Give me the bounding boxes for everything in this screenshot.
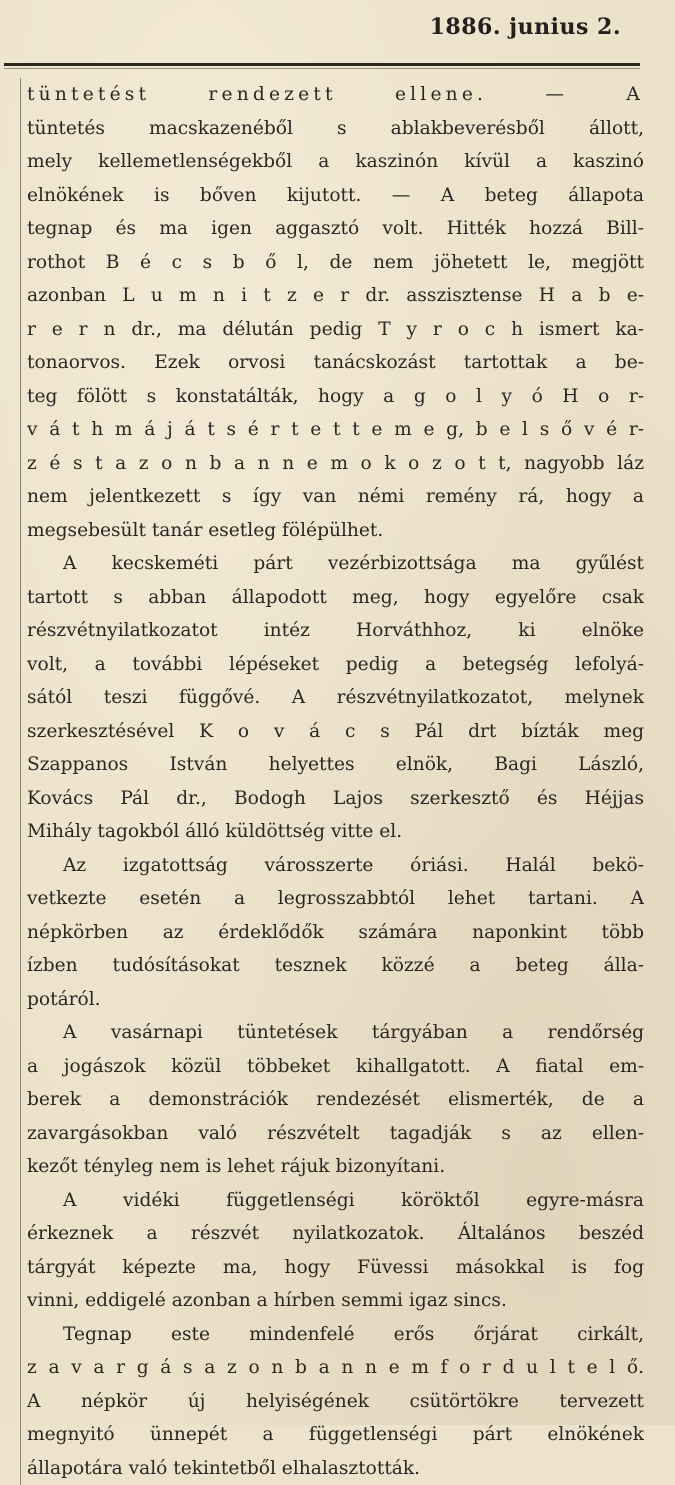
text-line: részvétnyilatkozatot intéz Horváthhoz, ki elnöke (27, 614, 644, 648)
text-line: v á t h m á j á t s é r t e t t e m e g, b e l s ő v é r- (27, 413, 644, 447)
text-line: z é s t a z o n b a n n e m o k o z o t t, nagyobb láz (27, 447, 644, 481)
text-line: a jogászok közül többeket kihallgatott. A fiatal em- (27, 1050, 644, 1084)
text-line: vinni, eddigelé azonban a hírben semmi igaz sincs. (27, 1284, 644, 1318)
text-line: vetkezte esetén a legrosszabbtól lehet tartani. A (27, 882, 644, 916)
text-line: potáról. (27, 983, 644, 1017)
text-line: szerkesztésével K o v á c s Pál drt bízták meg (27, 715, 644, 749)
header-rule (4, 63, 640, 66)
text-line: tonaorvos. Ezek orvosi tanácskozást tartottak a be- (27, 346, 644, 380)
text-line: zavargásokban való részvételt tagadják s az ellen- (27, 1117, 644, 1151)
text-line: ízben tudósításokat tesznek közzé a beteg álla- (27, 949, 644, 983)
text-line: Szappanos István helyettes elnök, Bagi László, (27, 748, 644, 782)
text-line: megnyitó ünnepét a függetlenségi párt elnökének (27, 1418, 644, 1452)
article-column (20, 78, 644, 1485)
text-line: r e r n dr., ma délután pedig T y r o c h ismert ka- (27, 313, 644, 347)
text-line: tartott s abban állapodott meg, hogy egyelőre csak (27, 581, 644, 615)
text-line: elnökének is bőven kijutott. — A beteg állapota (27, 179, 644, 213)
issue-date: 1886. junius 2. (430, 14, 621, 40)
text-line: Tegnap este mindenfelé erős őrjárat cirkált, (27, 1318, 644, 1352)
text-line: állapotára való tekintetből elhalasztották. (27, 1452, 644, 1485)
text-line: Az izgatottság városszerte óriási. Halál bekö- (27, 849, 644, 883)
text-line: A vidéki függetlenségi köröktől egyre-másra (27, 1184, 644, 1218)
text-line: tegnap és ma igen aggasztó volt. Hitték hozzá Bill- (27, 212, 644, 246)
text-line: mely kellemetlenségekből a kaszinón kívül a kaszinó (27, 145, 644, 179)
text-line: berek a demonstrációk rendezését elismerték, de a (27, 1083, 644, 1117)
text-line: nem jelentkezett s így van némi remény rá, hogy a (27, 480, 644, 514)
text-line: érkeznek a részvét nyilatkozatok. Általános beszéd (27, 1217, 644, 1251)
text-line: sától teszi függővé. A részvétnyilatkozatot, melynek (27, 681, 644, 715)
page-header (0, 0, 675, 72)
text-line: A kecskeméti párt vezérbizottsága ma gyűlést (27, 547, 644, 581)
text-line: tüntetés macskazenéből s ablakbeverésből állott, (27, 112, 644, 146)
text-line: tárgyát képezte ma, hogy Füvessi másokkal is fog (27, 1251, 644, 1285)
text-line: teg fölött s konstatálták, hogy a g o l y ó H o r- (27, 380, 644, 414)
text-line: megsebesült tanár esetleg fölépülhet. (27, 514, 644, 548)
text-line: népkörben az érdeklődők számára naponkint több (27, 916, 644, 950)
text-line: z a v a r g á s a z o n b a n n e m f o r d u l t e l ő. (27, 1351, 644, 1385)
text-line: rothot B é c s b ő l, de nem jöhetett le, megjött (27, 246, 644, 280)
text-line: tüntetést rendezett ellene. — A (27, 78, 644, 112)
text-line: A vasárnapi tüntetések tárgyában a rendőrség (27, 1016, 644, 1050)
text-line: Kovács Pál dr., Bodogh Lajos szerkesztő és Héjjas (27, 782, 644, 816)
text-line: azonban L u m n i t z e r dr. asszisztense H a b e- (27, 279, 644, 313)
text-line: volt, a további lépéseket pedig a betegség lefolyá- (27, 648, 644, 682)
header-rule-thin (4, 68, 640, 69)
text-line: A népkör új helyiségének csütörtökre tervezett (27, 1385, 644, 1419)
text-line: kezőt tényleg nem is lehet rájuk bizonyítani. (27, 1150, 644, 1184)
text-line: Mihály tagokból álló küldöttség vitte el. (27, 815, 644, 849)
